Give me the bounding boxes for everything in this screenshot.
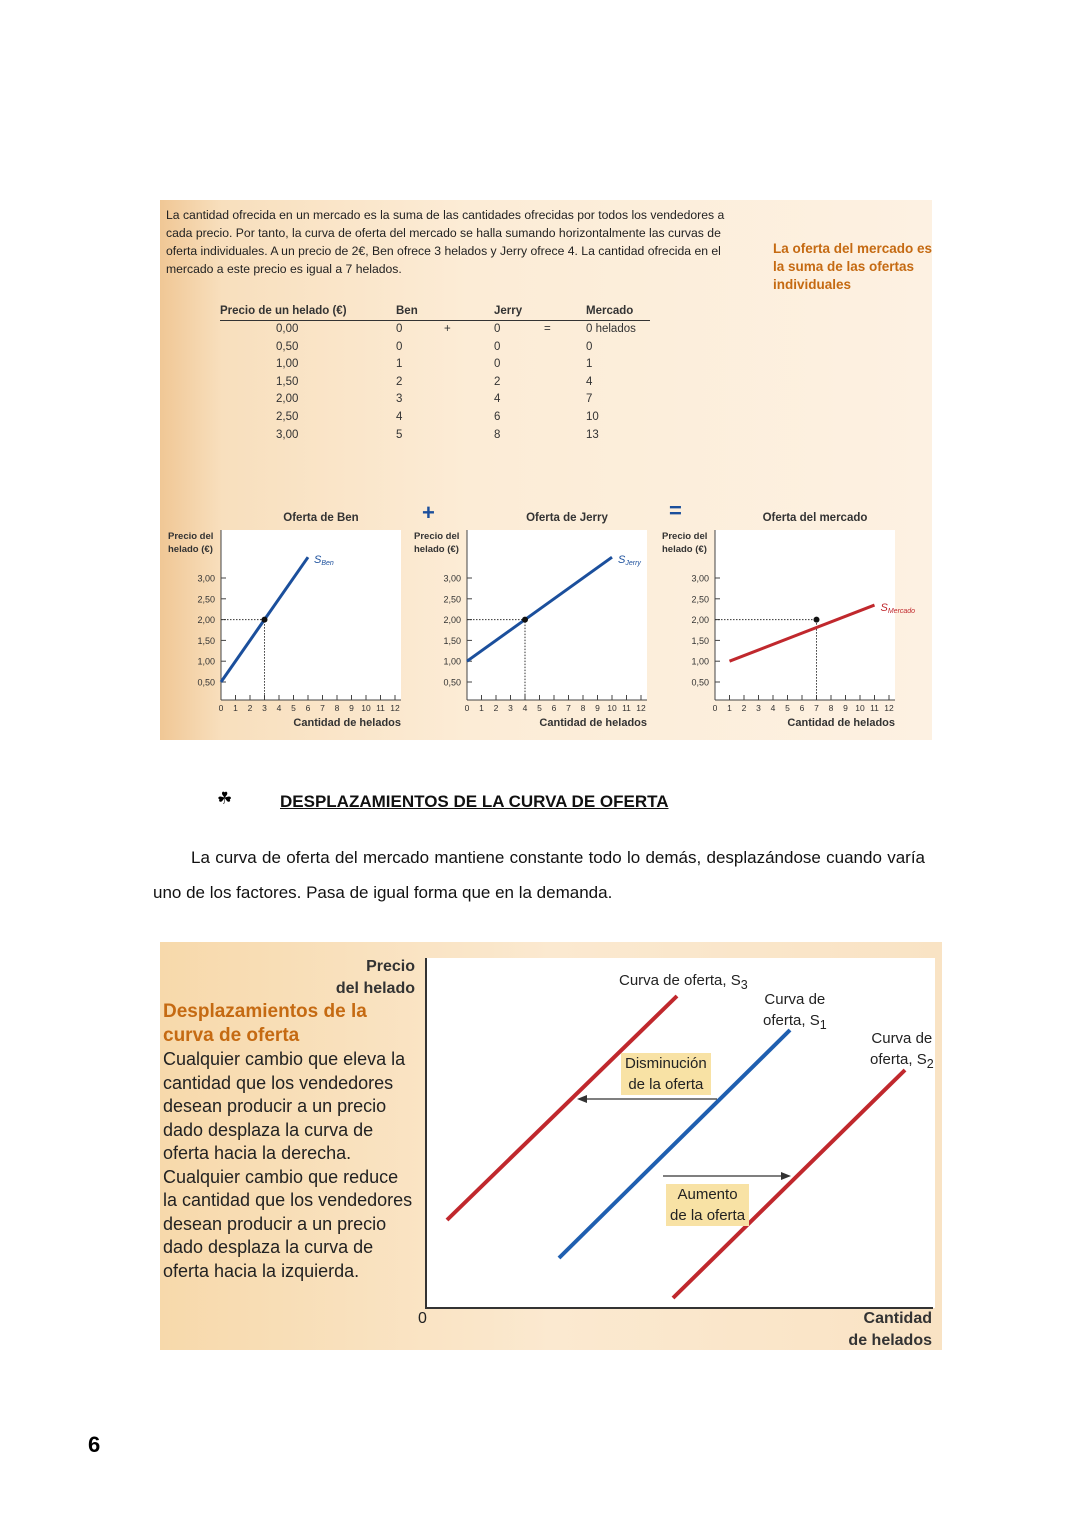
table-cell: 4 <box>586 375 593 388</box>
x-axis-label: Cantidad de helados <box>293 717 401 729</box>
increase-annotation: Aumento de la oferta <box>666 1184 749 1226</box>
x-tick-label: 2 <box>493 703 499 713</box>
table-cell: 3,00 <box>276 428 299 441</box>
table-cell: 4 <box>494 393 501 406</box>
x-tick-label: 7 <box>566 703 571 713</box>
col-header: Mercado <box>586 305 650 321</box>
x-tick-label: 8 <box>828 703 834 713</box>
y-tick-label: 3,00 <box>691 573 709 584</box>
table-row <box>220 391 650 409</box>
x-tick-label: 8 <box>580 703 586 713</box>
table-cell: 1,00 <box>276 358 299 371</box>
plus-sign <box>444 374 494 392</box>
table-cell: 0 <box>586 340 593 353</box>
x-tick-label: 10 <box>855 703 865 713</box>
x-tick-label: 10 <box>607 703 617 713</box>
x-tick-label: 2 <box>247 703 253 713</box>
section-paragraph: La curva de oferta del mercado mantiene constante todo lo demás, desplazándose cuando varía uno de los factores. Pasa de igual forma que en la demanda. <box>153 848 925 902</box>
jerry-supply-chart <box>406 505 656 740</box>
table-cell: 4 <box>396 410 403 423</box>
x-tick-label: 12 <box>636 703 646 713</box>
market-supply-chart <box>654 505 916 740</box>
y-axis-label: Precio del <box>168 531 214 542</box>
side-note: La oferta del mercado es la suma de las ofertas individuales <box>773 241 933 292</box>
table-row <box>220 339 650 357</box>
x-tick-label: 5 <box>785 703 790 713</box>
y-axis-label: helado (€) <box>414 544 459 555</box>
figure-body: Cualquier cambio que eleva la cantidad que los vendedores desean producir a un precio dado desplaza la curva de oferta hacia la derecha. Cualquier cambio que reduce la cantidad que los vendedores desean producir a un precio dado desplaza la curva de oferta hacia la izquierda. <box>163 1049 413 1281</box>
curve-label: SBen <box>314 554 334 568</box>
decrease-annotation: Disminución de la oferta <box>621 1053 711 1095</box>
plot-area <box>715 530 895 700</box>
x-tick-label: 7 <box>814 703 819 713</box>
table-cell: 6 <box>494 410 501 423</box>
y-axis-label: del helado <box>335 980 415 997</box>
table-cell: 0 <box>396 340 403 353</box>
x-tick-label: 11 <box>376 703 385 713</box>
table-cell: 13 <box>586 428 599 441</box>
x-tick-label: 10 <box>361 703 371 713</box>
s2-label: Curva de oferta, $S_2$ <box>870 1030 934 1071</box>
x-tick-label: 3 <box>262 703 267 713</box>
col-header: Ben <box>396 305 444 321</box>
y-tick-label: 2,50 <box>197 594 215 605</box>
x-tick-label: 0 <box>712 703 718 713</box>
x-tick-label: 6 <box>305 703 311 713</box>
table-cell: 8 <box>494 428 501 441</box>
y-tick-label: 2,00 <box>691 615 709 626</box>
x-axis-label: Cantidad de helados <box>539 717 647 729</box>
x-tick-label: 2 <box>741 703 747 713</box>
y-tick-label: 0,50 <box>197 677 215 688</box>
table-cell: 3 <box>396 393 403 406</box>
x-tick-label: 9 <box>595 703 600 713</box>
x-tick-label: 6 <box>799 703 805 713</box>
shamrock-bullet-icon: ☘ <box>217 789 233 808</box>
table-cell: 0 <box>396 323 403 335</box>
y-tick-label: 3,00 <box>443 573 461 584</box>
x-tick-label: 1 <box>479 703 484 713</box>
table-cell: 2,00 <box>276 393 299 406</box>
y-axis-label: Precio <box>366 958 415 975</box>
table-cell: 0 <box>494 340 501 353</box>
y-axis-label: Precio del <box>662 531 708 542</box>
x-tick-label: 4 <box>770 703 776 713</box>
y-tick-label: 1,50 <box>691 635 709 646</box>
table-cell: 7 <box>586 393 593 406</box>
table-cell: 2,50 <box>276 410 299 423</box>
table-row <box>220 374 650 392</box>
equals-sign <box>544 409 586 427</box>
y-tick-label: 0,50 <box>443 677 461 688</box>
x-tick-label: 11 <box>870 703 879 713</box>
table-row <box>220 409 650 427</box>
y-tick-label: 3,00 <box>197 573 215 584</box>
y-tick-label: 1,00 <box>691 656 709 667</box>
y-tick-label: 1,00 <box>443 656 461 667</box>
col-header: Jerry <box>494 305 544 321</box>
y-axis-label: helado (€) <box>168 544 213 555</box>
chart-title: Oferta de Jerry <box>526 512 608 524</box>
x-tick-label: 12 <box>390 703 400 713</box>
x-tick-label: 8 <box>334 703 340 713</box>
equals-sign: = <box>669 498 682 523</box>
table-cell: 5 <box>396 428 403 441</box>
equals-sign <box>544 427 586 445</box>
plus-sign <box>444 427 494 445</box>
curve-label: SMercado <box>880 602 916 616</box>
plus-sign <box>444 356 494 374</box>
supply-shift-figure <box>160 942 942 1350</box>
x-tick-label: 12 <box>884 703 894 713</box>
plus-sign <box>444 391 494 409</box>
s3-label: Curva de oferta, $S_3$ <box>619 972 748 992</box>
section-heading: DESPLAZAMIENTOS DE LA CURVA DE OFERTA <box>280 792 669 811</box>
table-cell: 1,50 <box>276 375 299 388</box>
x-tick-label: 4 <box>522 703 528 713</box>
table-cell: 2 <box>494 375 501 388</box>
x-tick-label: 3 <box>508 703 513 713</box>
x-tick-label: 11 <box>622 703 631 713</box>
x-tick-label: 0 <box>218 703 224 713</box>
y-tick-label: 2,50 <box>443 594 461 605</box>
x-tick-label: 9 <box>843 703 848 713</box>
equals-sign <box>544 339 586 357</box>
table-cell: 1 <box>586 358 593 371</box>
y-tick-label: 1,50 <box>197 635 215 646</box>
y-tick-label: 1,50 <box>443 635 461 646</box>
table-row <box>220 321 650 339</box>
table-cell: 10 <box>586 410 599 423</box>
x-tick-label: 1 <box>233 703 238 713</box>
plus-sign <box>444 409 494 427</box>
table-cell: 0,00 <box>276 323 299 335</box>
x-tick-label: 9 <box>349 703 354 713</box>
y-tick-label: 2,00 <box>443 615 461 626</box>
ben-supply-chart <box>160 505 410 740</box>
y-axis-label: helado (€) <box>662 544 707 555</box>
x-tick-label: 1 <box>727 703 732 713</box>
market-supply-figure <box>160 200 932 740</box>
x-tick-label: 6 <box>551 703 557 713</box>
chart-title: Oferta de Ben <box>283 512 359 524</box>
page-number: 6 <box>88 1432 101 1457</box>
equals-sign <box>544 391 586 409</box>
plot-area <box>221 530 401 700</box>
plus-sign <box>444 339 494 357</box>
table-cell: 1 <box>396 358 403 371</box>
supply-table <box>220 305 650 444</box>
plus-sign: + <box>444 323 451 335</box>
equilibrium-point <box>814 617 820 623</box>
plus-sign: + <box>422 500 435 525</box>
equals-sign: = <box>544 323 551 335</box>
origin-label: 0 <box>418 1310 427 1327</box>
y-tick-label: 2,00 <box>197 615 215 626</box>
equals-sign <box>544 356 586 374</box>
chart-title: Oferta del mercado <box>762 512 868 524</box>
y-tick-label: 2,50 <box>691 594 709 605</box>
x-tick-label: 3 <box>756 703 761 713</box>
x-tick-label: 7 <box>320 703 325 713</box>
table-row <box>220 427 650 445</box>
y-axis-label: Precio del <box>414 531 460 542</box>
y-tick-label: 0,50 <box>691 677 709 688</box>
table-cell: 0 helados <box>586 323 636 335</box>
x-tick-label: 5 <box>537 703 542 713</box>
x-axis-label: de helados <box>848 1332 932 1349</box>
x-tick-label: 4 <box>276 703 282 713</box>
figure-caption: La cantidad ofrecida en un mercado es la suma de las cantidades ofrecidas por todos los vendedores a cada precio. Por tanto, la curva de oferta del mercado se halla sumando horizontalmente las curvas de oferta individuales. A un precio de 2€, Ben ofrece 3 helados y Jerry ofrece 4. La cantidad ofrecida en el mercado a este precio es igual a 7 helados. <box>166 208 725 276</box>
table-cell: 0 <box>494 323 501 335</box>
figure-title: Desplazamientos de la curva de oferta <box>163 1001 367 1046</box>
col-header: Precio de un helado (€) <box>220 305 396 321</box>
table-cell: 0,50 <box>276 340 299 353</box>
y-tick-label: 1,00 <box>197 656 215 667</box>
shift-chart <box>425 958 935 1313</box>
x-axis-label: Cantidad <box>863 1310 932 1327</box>
table-row <box>220 356 650 374</box>
x-axis-label: Cantidad de helados <box>787 717 895 729</box>
x-tick-label: 0 <box>464 703 470 713</box>
s1-label: Curva de oferta, $S_1$ <box>763 991 827 1032</box>
curve-label: SJerry <box>618 554 641 568</box>
equals-sign <box>544 374 586 392</box>
equilibrium-point <box>262 617 268 623</box>
table-cell: 2 <box>396 375 403 388</box>
equilibrium-point <box>522 617 528 623</box>
table-cell: 0 <box>494 358 501 371</box>
x-tick-label: 5 <box>291 703 296 713</box>
